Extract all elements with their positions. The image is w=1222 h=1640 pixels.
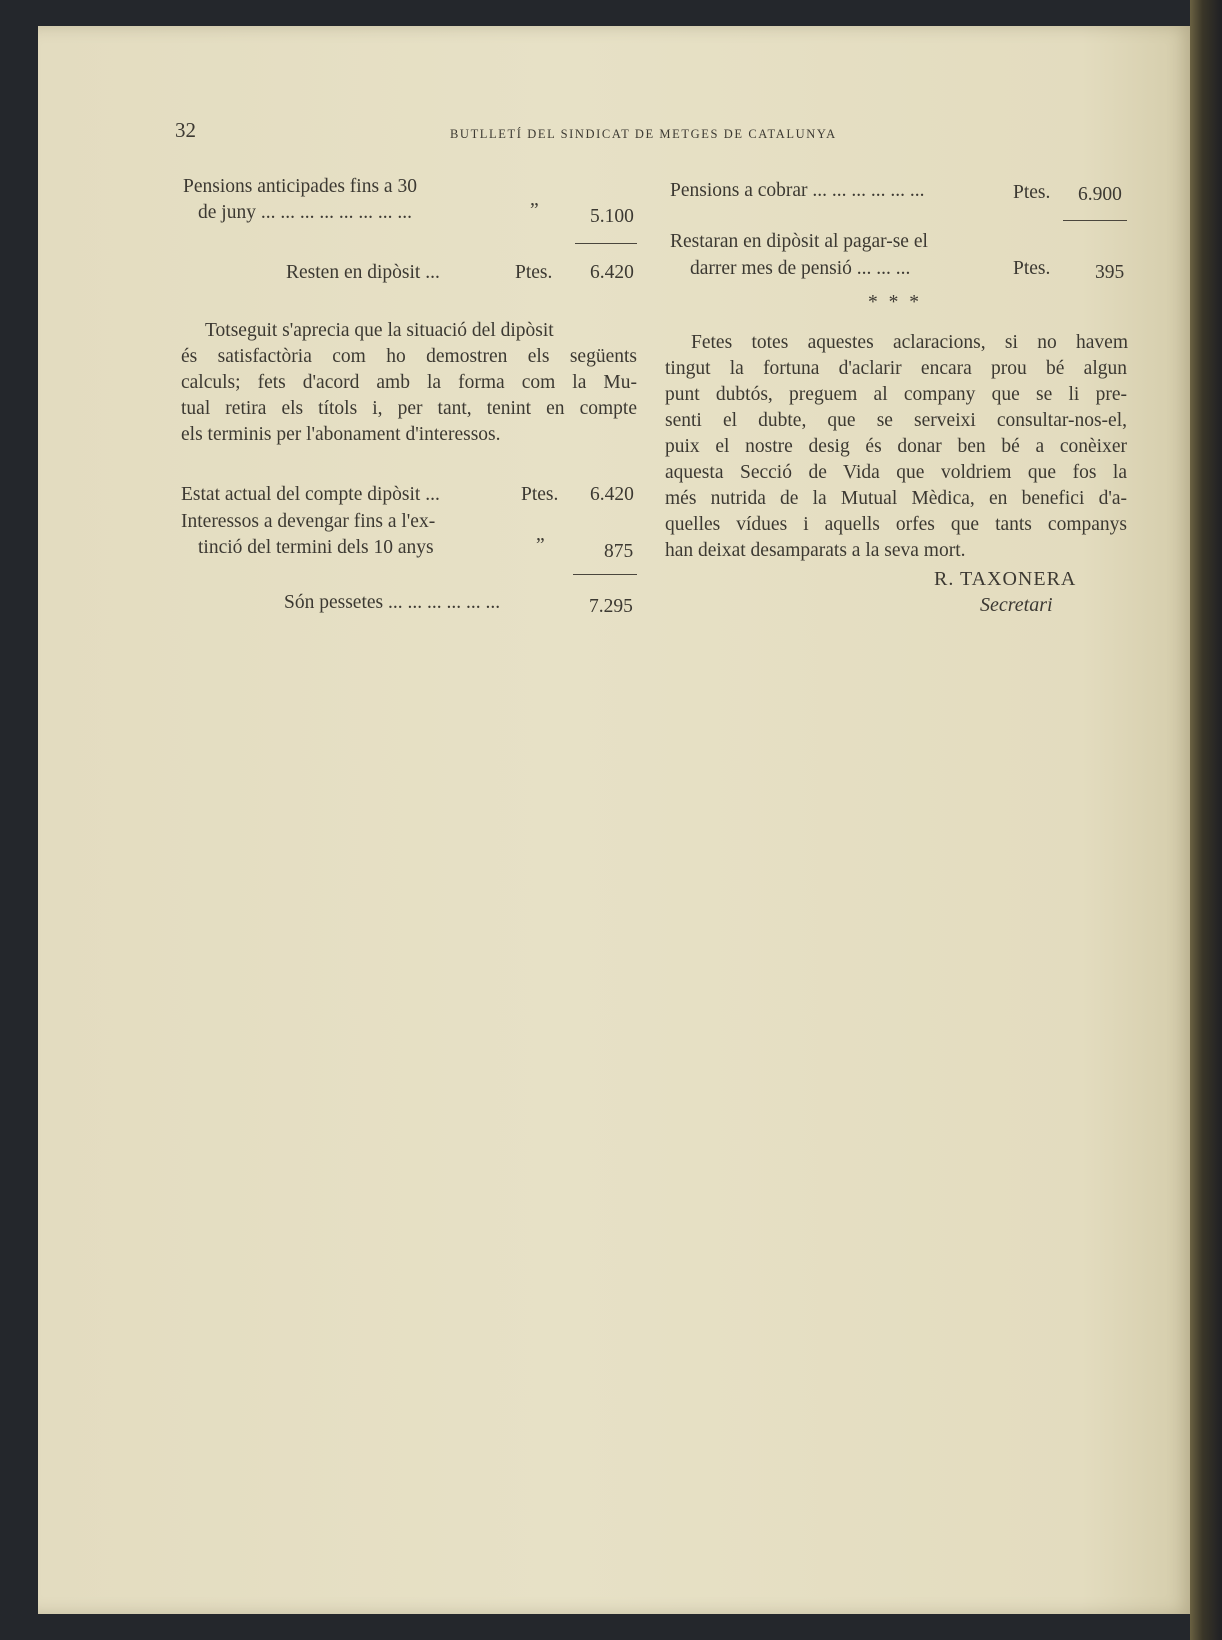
right-paragraph-line: tingut la fortuna d'aclarir encara prou bé algun	[665, 358, 1127, 379]
left-paragraph-line: tual retira els títols i, per tant, tenint en compte	[181, 398, 637, 419]
ditto-mark: ”	[530, 200, 539, 221]
left-paragraph-line: calculs; fets d'acord amb la forma com la Mu-	[181, 372, 637, 393]
total-value: 7.295	[589, 596, 633, 617]
interessos-value: 875	[604, 541, 634, 562]
right-paragraph-line: més nutrida de la Mutual Mèdica, en benefici d'a-	[665, 488, 1127, 509]
total-label: Són pessetes ... ... ... ... ... ...	[284, 592, 501, 613]
pensions-cobrar-unit: Ptes.	[1013, 182, 1051, 203]
resten-unit: Ptes.	[515, 262, 553, 283]
resten-value: 6.420	[590, 262, 634, 283]
pensions-cobrar-value: 6.900	[1078, 184, 1122, 205]
sum-rule	[573, 574, 637, 575]
estat-unit: Ptes.	[521, 484, 559, 505]
sum-rule	[575, 243, 637, 244]
pensions-anticipades-line1: Pensions anticipades fins a 30	[183, 176, 417, 197]
interessos-line2: tinció del termini dels 10 anys	[198, 537, 434, 558]
sum-rule	[1063, 220, 1127, 221]
resten-label: Resten en dipòsit ...	[286, 262, 440, 283]
right-paragraph-line: senti el dubte, que se serveixi consultar-nos-el,	[665, 410, 1127, 431]
signature-name: R. TAXONERA	[934, 568, 1077, 590]
ditto-mark: ”	[536, 535, 545, 556]
right-paragraph-line: han deixat desamparats a la seva mort.	[665, 540, 966, 561]
running-title: BUTLLETÍ DEL SINDICAT DE METGES DE CATALUNYA	[450, 127, 837, 141]
left-paragraph-line: és satisfactòria com ho demostren els següents	[181, 346, 637, 367]
section-asterisks: * * *	[868, 292, 922, 313]
right-paragraph-line: Fetes totes aquestes aclaracions, si no havem	[691, 332, 1128, 353]
interessos-line1: Interessos a devengar fins a l'ex-	[181, 511, 436, 532]
restaran-unit: Ptes.	[1013, 258, 1051, 279]
restaran-value: 395	[1095, 262, 1125, 283]
page-number: 32	[175, 118, 196, 142]
restaran-line2: darrer mes de pensió ... ... ...	[690, 258, 911, 279]
pensions-anticipades-value: 5.100	[590, 206, 634, 227]
right-paragraph-line: quelles vídues i aquells orfes que tants companys	[665, 514, 1127, 535]
left-paragraph-line: Totseguit s'aprecia que la situació del dipòsit	[205, 320, 554, 341]
estat-value: 6.420	[590, 484, 634, 505]
pensions-cobrar-label: Pensions a cobrar ... ... ... ... ... ...	[670, 180, 925, 201]
right-paragraph-line: punt dubtós, preguem al company que se li pre-	[665, 384, 1127, 405]
right-paragraph-line: puix el nostre desig és donar ben bé a conèixer	[665, 436, 1127, 457]
pensions-anticipades-line2: de juny ... ... ... ... ... ... ... ...	[198, 202, 412, 223]
book-binding-edge	[1190, 0, 1222, 1640]
left-paragraph-line: els terminis per l'abonament d'interessos.	[181, 424, 501, 445]
signature-title: Secretari	[980, 594, 1053, 616]
restaran-line1: Restaran en dipòsit al pagar-se el	[670, 231, 928, 252]
right-paragraph-line: aquesta Secció de Vida que voldriem que fos la	[665, 462, 1127, 483]
estat-label: Estat actual del compte dipòsit ...	[181, 484, 440, 505]
